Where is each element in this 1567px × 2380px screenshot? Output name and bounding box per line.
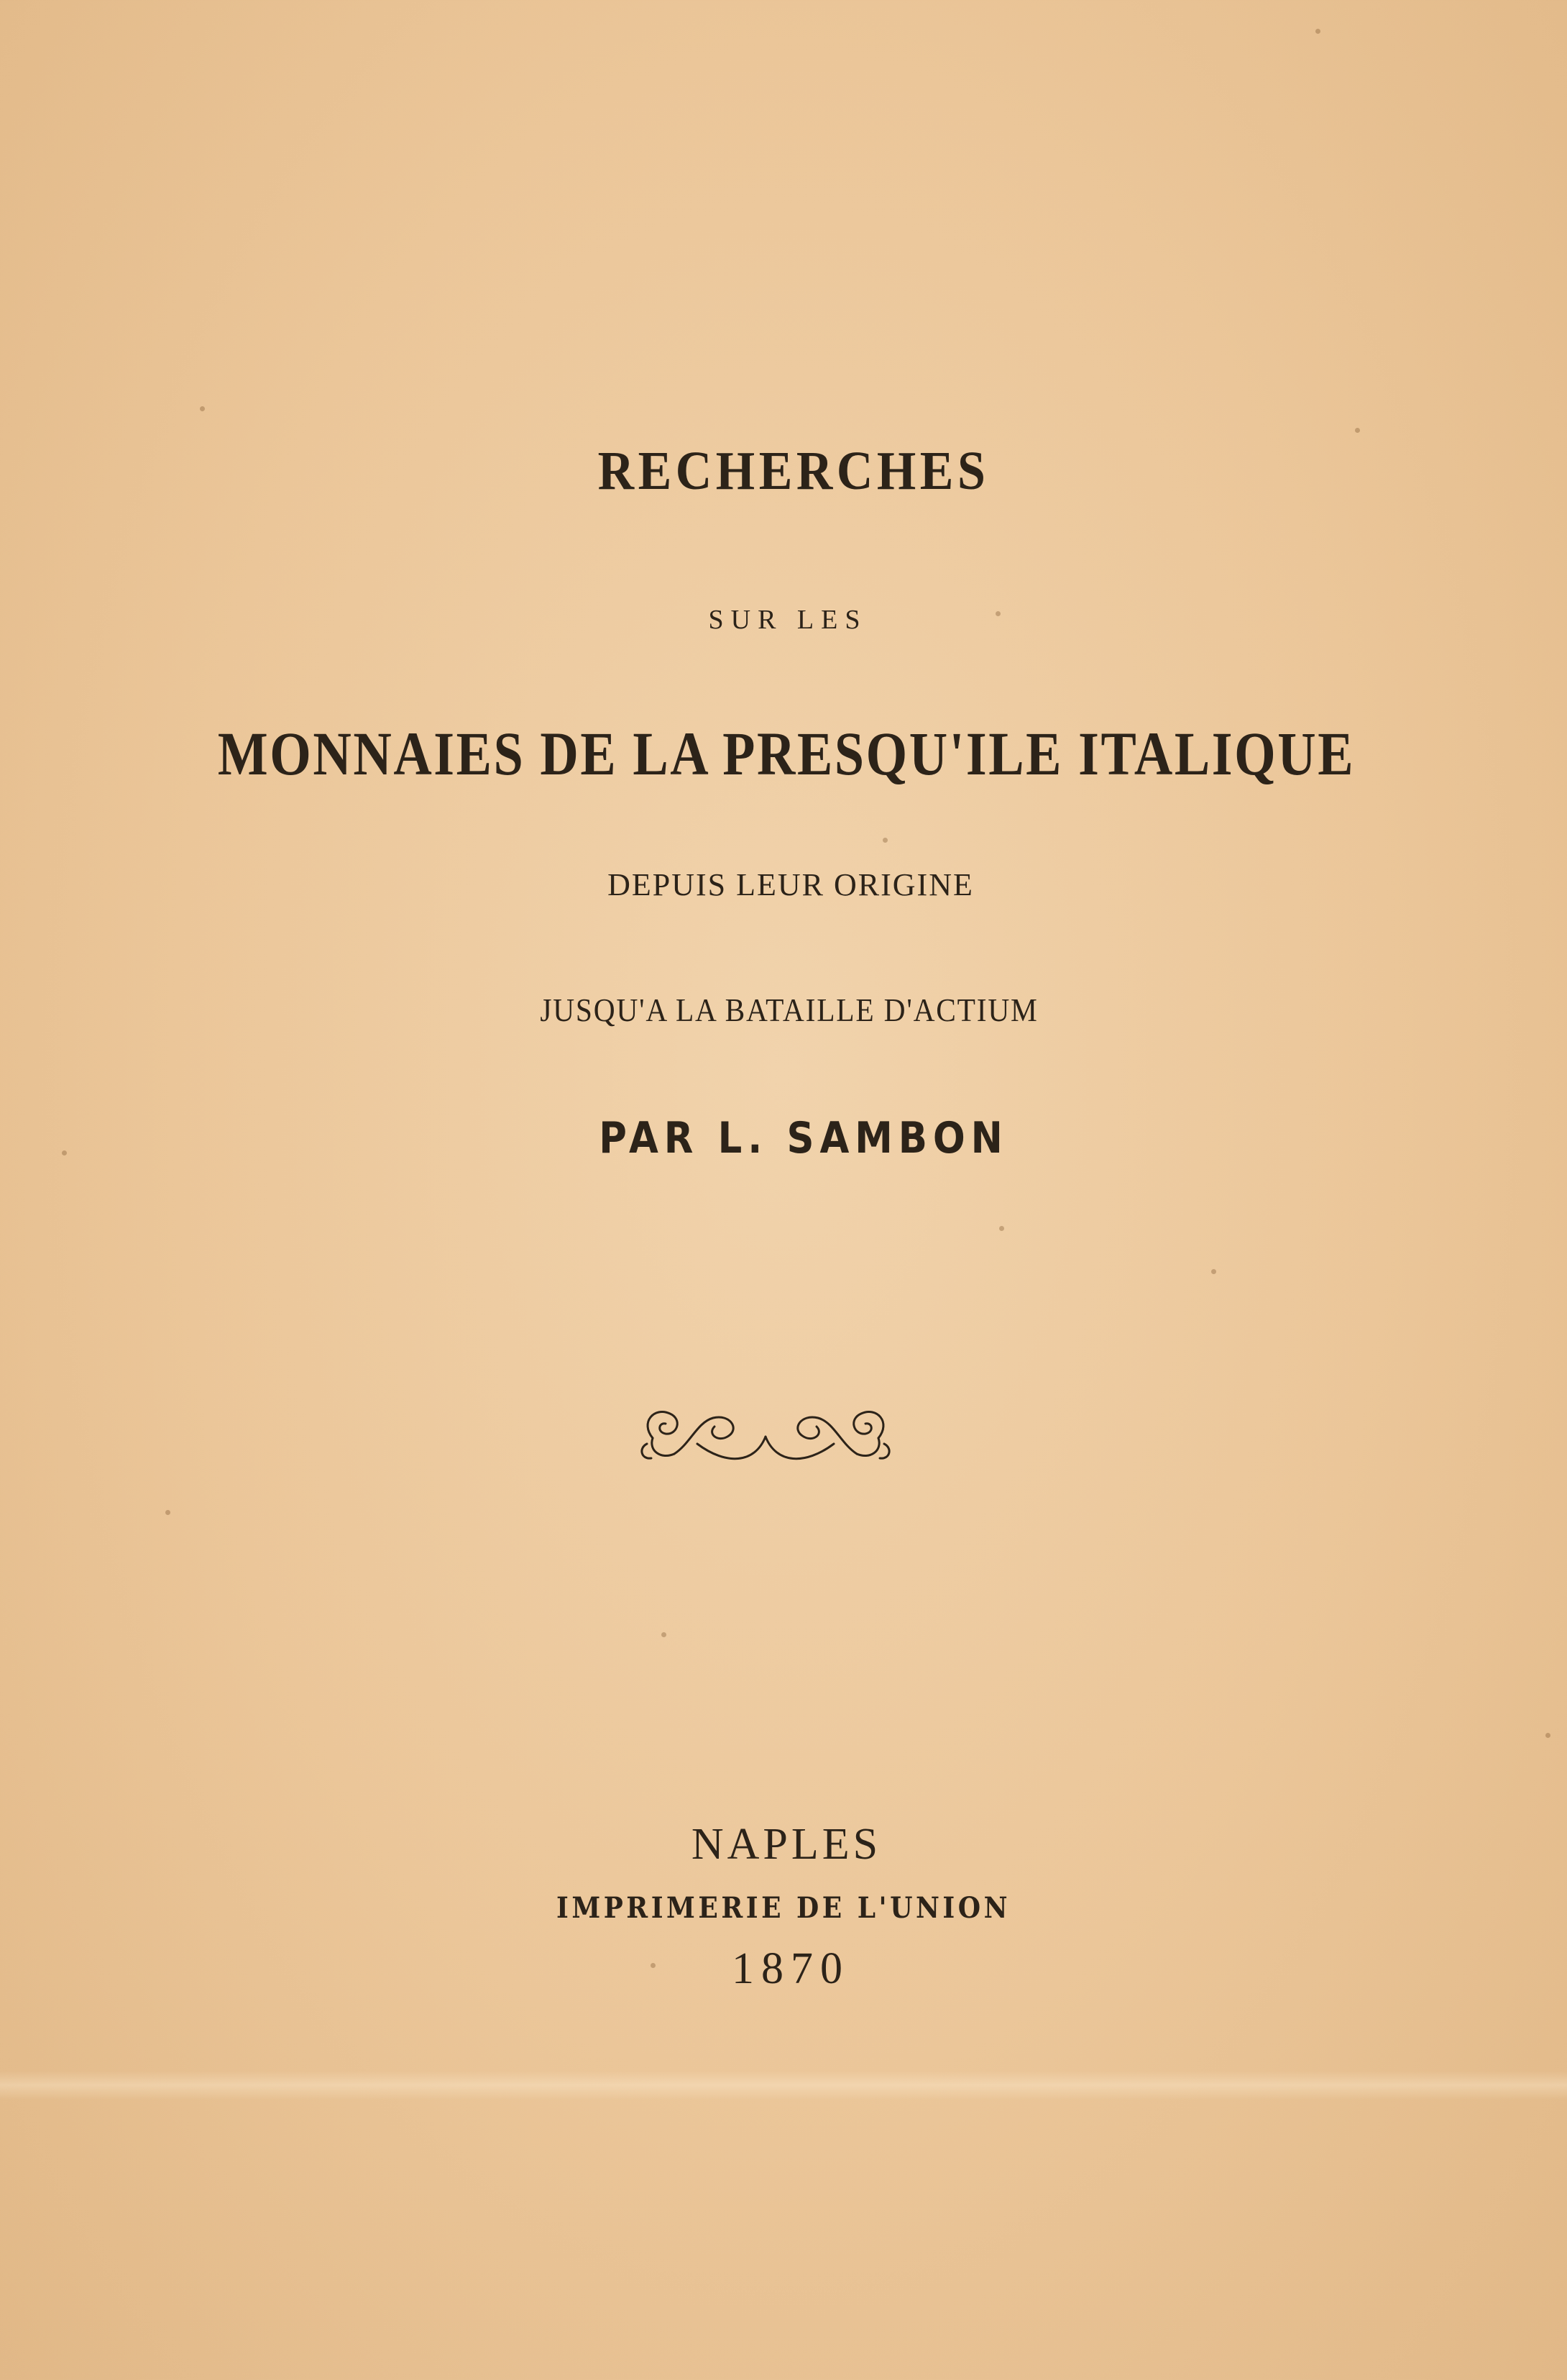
paper-speck: [651, 1963, 656, 1968]
imprint-printer: IMPRIMERIE DE L'UNION: [556, 1891, 1011, 1925]
paper-speck: [1315, 29, 1320, 34]
title-preposition: SUR LES: [708, 605, 868, 635]
paper-speck: [996, 611, 1001, 616]
subtitle-line-actium: JUSQU'A LA BATAILLE D'ACTIUM: [540, 992, 1039, 1028]
paper-speck: [883, 838, 888, 843]
author-line: PAR L. SAMBON: [599, 1113, 1008, 1163]
paper-speck: [661, 1632, 666, 1637]
paper-fold-mark: [0, 2071, 1567, 2100]
imprint-year: 1870: [732, 1944, 850, 1993]
paper-speck: [1355, 428, 1360, 433]
paper-speck: [999, 1226, 1004, 1231]
paper-speck: [1545, 1733, 1550, 1738]
paper-speck: [200, 406, 205, 411]
paper-speck: [165, 1510, 170, 1515]
subtitle-line-origin: DEPUIS LEUR ORIGINE: [607, 867, 974, 902]
book-subject: MONNAIES DE LA PRESQU'ILE ITALIQUE: [217, 719, 1356, 788]
imprint-city: NAPLES: [691, 1820, 882, 1869]
paper-speck: [62, 1150, 67, 1155]
scroll-flourish-icon: [633, 1393, 899, 1473]
book-title: RECHERCHES: [597, 441, 990, 501]
paper-speck: [1211, 1269, 1216, 1274]
